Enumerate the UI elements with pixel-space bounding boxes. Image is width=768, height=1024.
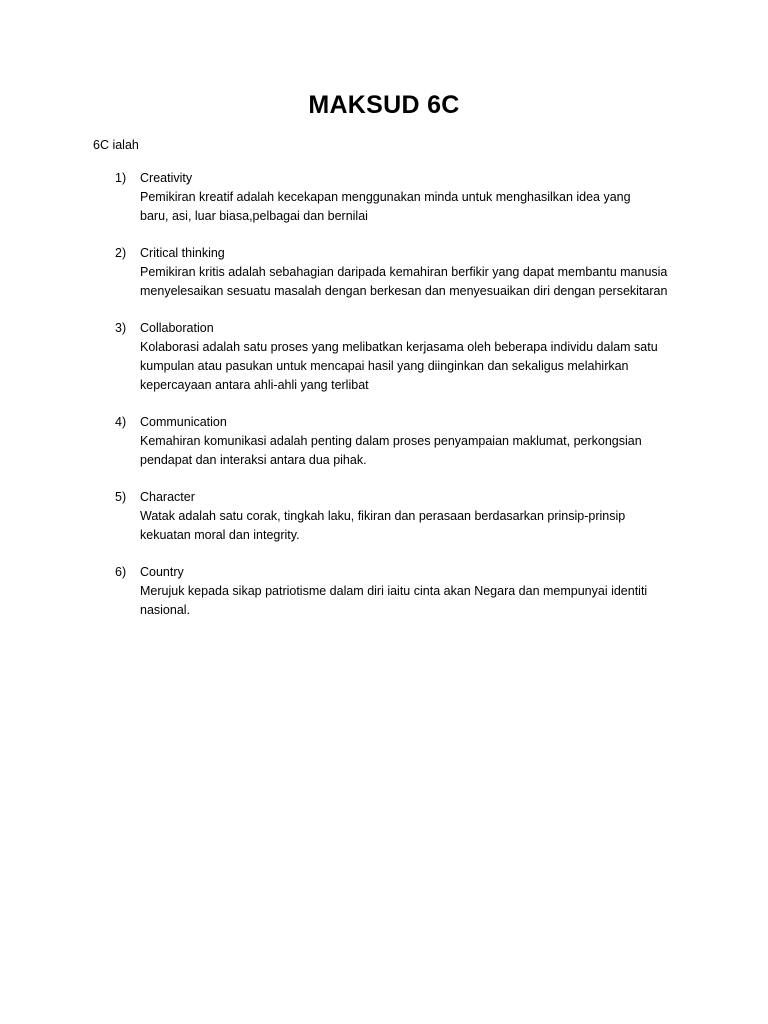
list-item-country	[115, 563, 695, 620]
item-description: Pemikiran kreatif adalah kecekapan menggunakan minda untuk menghasilkan idea yang baru, asi, luar biasa,pelbagai dan bernilai	[140, 190, 631, 223]
list-number: 6)	[115, 565, 127, 579]
list-number: 1)	[115, 171, 127, 185]
item-description: Kolaborasi adalah satu proses yang melibatkan kerjasama oleh beberapa individu dalam satu kumpulan atau pasukan untuk mencapai hasil yang diinginkan dan sekaligus melahirkan kepercayaan antara ahli-ahli yang terlibat	[140, 340, 658, 392]
list-item-creativity	[115, 169, 695, 226]
list-item-critical-thinking	[115, 244, 695, 301]
list-number: 5)	[115, 490, 127, 504]
list-number: 2)	[115, 246, 127, 260]
item-heading: Country	[140, 565, 184, 579]
list-item-collaboration	[115, 319, 695, 395]
item-description: Watak adalah satu corak, tingkah laku, fikiran dan perasaan berdasarkan prinsip-prinsip kekuatan moral dan integrity.	[140, 509, 626, 542]
item-description: Kemahiran komunikasi adalah penting dalam proses penyampaian maklumat, perkongsian pendapat dan interaksi antara dua pihak.	[140, 434, 642, 467]
list-number: 3)	[115, 321, 127, 335]
item-heading: Creativity	[140, 171, 193, 185]
list-number: 4)	[115, 415, 127, 429]
item-description: Merujuk kepada sikap patriotisme dalam diri iaitu cinta akan Negara dan mempunyai identiti nasional.	[140, 584, 648, 617]
list-item-character	[115, 488, 695, 545]
item-heading: Communication	[140, 415, 227, 429]
item-heading: Collaboration	[140, 321, 214, 335]
intro-text: 6C ialah	[93, 138, 139, 152]
item-description: Pemikiran kritis adalah sebahagian daripada kemahiran berfikir yang dapat membantu manusia menyelesaikan sesuatu masalah dengan berkesan dan menyesuaikan diri dengan persekitaran	[140, 265, 668, 298]
list-item-communication	[115, 413, 695, 470]
item-heading: Critical thinking	[140, 246, 225, 260]
six-c-list	[115, 169, 695, 620]
page-title: MAKSUD 6C	[308, 91, 460, 119]
item-heading: Character	[140, 490, 195, 504]
